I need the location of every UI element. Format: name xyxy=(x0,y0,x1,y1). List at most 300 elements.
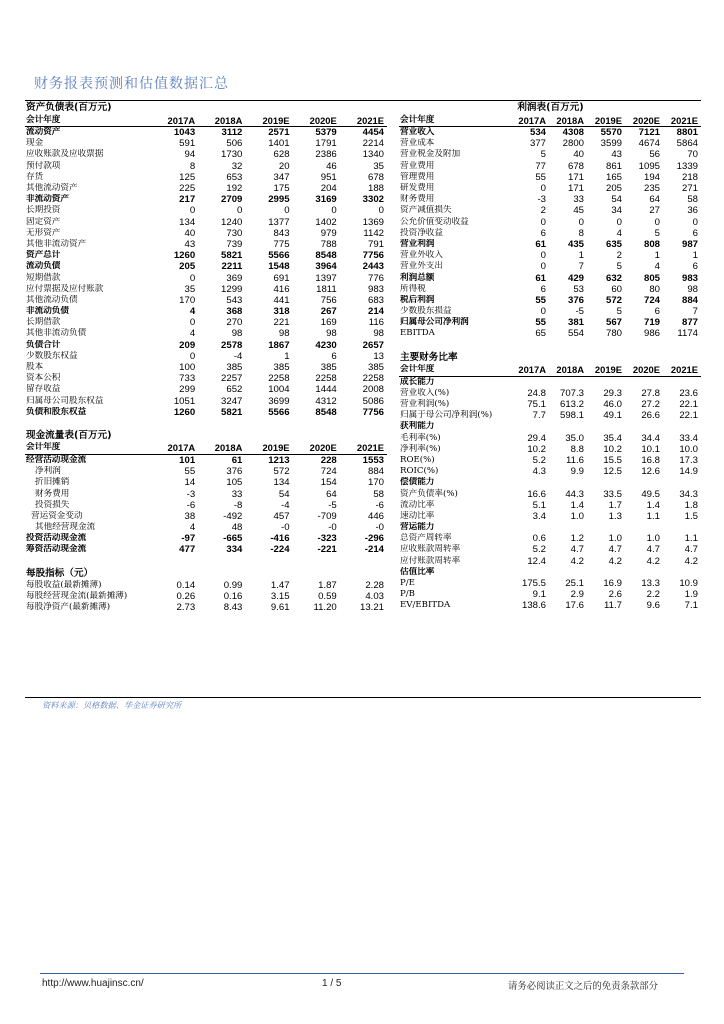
value-cell: 788 xyxy=(320,238,337,250)
value-cell xyxy=(663,477,701,488)
value-cell: 1444 xyxy=(315,384,337,396)
value-cell: 33.5 xyxy=(603,488,622,500)
value-cell: 46.0 xyxy=(603,399,622,411)
value-cell: 2.9 xyxy=(570,589,584,601)
row-label: 净利率(%) xyxy=(400,443,441,454)
table-row xyxy=(25,328,387,339)
row-label: 所得税 xyxy=(400,283,426,294)
value-cell: 1397 xyxy=(315,272,337,284)
table-row xyxy=(25,533,387,544)
value-cell: 843 xyxy=(273,227,290,239)
value-cell: 2.6 xyxy=(608,589,622,601)
footer-page-number: 1 / 5 xyxy=(322,978,342,989)
value-cell: 209 xyxy=(179,339,196,351)
value-cell: 506 xyxy=(226,138,243,150)
value-cell: 26.6 xyxy=(641,410,660,422)
value-cell: 33 xyxy=(573,194,584,206)
value-cell: 55 xyxy=(535,171,546,183)
value-cell: 1867 xyxy=(268,339,290,351)
value-cell: 2800 xyxy=(562,138,584,150)
table-row xyxy=(399,477,701,488)
value-cell: 0.16 xyxy=(223,590,243,602)
table-row xyxy=(25,362,387,373)
row-label: 偿债能力 xyxy=(400,477,435,488)
row-label: 长期借款 xyxy=(26,317,61,328)
value-cell: -5 xyxy=(328,499,337,511)
value-cell: 7.7 xyxy=(532,410,546,422)
left-column xyxy=(25,101,387,613)
value-cell xyxy=(549,477,587,488)
value-cell: 170 xyxy=(367,477,384,489)
table-row xyxy=(399,433,701,444)
value-cell xyxy=(511,477,549,488)
table-row xyxy=(399,161,701,172)
value-cell: 0 xyxy=(189,317,196,329)
value-cell: 707.3 xyxy=(559,387,584,399)
table-row xyxy=(25,272,387,283)
value-cell: 101 xyxy=(179,454,196,466)
row-label: 财务费用 xyxy=(400,194,435,205)
value-cell: 4312 xyxy=(315,395,337,407)
table-row xyxy=(25,500,387,511)
value-cell: 2017A xyxy=(511,364,549,377)
value-cell: 5 xyxy=(616,306,622,318)
table-row xyxy=(399,589,701,600)
value-cell: 13 xyxy=(373,350,384,362)
row-label: 负债和股东权益 xyxy=(26,406,87,417)
value-cell: 0 xyxy=(654,216,660,228)
value-cell: 1.7 xyxy=(608,499,622,511)
value-cell xyxy=(587,421,625,432)
value-cell: 4.2 xyxy=(570,555,584,567)
value-cell: 271 xyxy=(681,183,698,195)
value-cell: 805 xyxy=(643,272,660,284)
value-cell: 45 xyxy=(573,205,584,217)
value-cell: 43 xyxy=(184,238,196,250)
row-label: 速动比率 xyxy=(400,510,435,521)
value-cell: 1402 xyxy=(315,216,337,228)
value-cell: 5379 xyxy=(315,127,337,139)
value-cell: 5 xyxy=(654,227,660,239)
value-cell: 22.1 xyxy=(679,410,698,422)
row-label: 应收账款及应收票据 xyxy=(26,149,104,160)
value-cell: 775 xyxy=(273,238,290,250)
value-cell: 724 xyxy=(320,466,337,478)
value-cell: 4 xyxy=(654,261,660,273)
value-cell: 6 xyxy=(654,306,660,318)
value-cell: 4308 xyxy=(562,127,584,139)
value-cell: 8548 xyxy=(315,406,337,418)
value-cell: 221 xyxy=(273,317,290,329)
value-cell: 5.2 xyxy=(532,454,546,466)
footer-url-link[interactable]: http://www.huajinsc.cn/ xyxy=(42,978,144,989)
table-row xyxy=(25,205,387,216)
value-cell: 2020E xyxy=(625,364,663,377)
value-cell: 2258 xyxy=(315,373,337,385)
value-cell: 1 xyxy=(578,250,584,262)
table-row xyxy=(25,602,387,613)
value-cell: 138.6 xyxy=(521,600,546,612)
row-label: 其他非流动资产 xyxy=(26,238,87,249)
value-cell: 2214 xyxy=(362,138,384,150)
row-label: 归属于母公司净利润(%) xyxy=(400,410,493,421)
value-cell: 165 xyxy=(605,171,622,183)
value-cell: 13.3 xyxy=(641,578,660,590)
value-cell: 64 xyxy=(326,488,337,500)
value-cell: 2.73 xyxy=(176,602,196,614)
value-cell: 719 xyxy=(643,317,660,329)
value-cell: 2008 xyxy=(362,384,384,396)
value-cell: 7756 xyxy=(362,406,384,418)
table-row xyxy=(25,317,387,328)
value-cell: 0.6 xyxy=(532,533,546,545)
value-cell: 70 xyxy=(687,149,698,161)
value-cell: 55 xyxy=(535,317,546,329)
value-cell: 1.9 xyxy=(684,589,698,601)
value-cell: 77 xyxy=(535,160,546,172)
value-cell: 1213 xyxy=(268,454,290,466)
table-row xyxy=(25,442,387,455)
value-cell: 4.7 xyxy=(608,544,622,556)
value-cell: 1.0 xyxy=(570,510,584,522)
value-cell: 12.5 xyxy=(603,466,622,478)
value-cell: 416 xyxy=(273,283,290,295)
value-cell: 11.6 xyxy=(566,454,584,466)
value-cell: 98 xyxy=(278,328,290,340)
value-cell: 8801 xyxy=(676,127,698,139)
value-cell: 58 xyxy=(373,488,384,500)
value-cell: 1043 xyxy=(173,127,196,139)
table-row xyxy=(25,340,387,351)
value-cell: 11.7 xyxy=(604,600,622,612)
value-cell: 134 xyxy=(179,216,196,228)
value-cell: -224 xyxy=(270,544,290,556)
value-cell: 98 xyxy=(326,328,337,340)
value-cell xyxy=(663,567,701,578)
table-row xyxy=(25,407,387,418)
value-cell: -8 xyxy=(233,499,243,511)
value-cell: 1730 xyxy=(221,149,243,161)
value-cell: -0 xyxy=(328,522,337,534)
row-label: 会计年度 xyxy=(25,442,151,455)
value-cell: 80 xyxy=(649,283,660,295)
value-cell: 194 xyxy=(643,171,660,183)
value-cell: 877 xyxy=(681,317,698,329)
row-label: 每股经营现金流(最新摊薄) xyxy=(26,590,128,601)
value-cell: 2020E xyxy=(293,114,340,127)
value-cell: 1.3 xyxy=(608,510,622,522)
value-cell: 24.8 xyxy=(527,387,546,399)
value-cell: 5864 xyxy=(676,138,698,150)
value-cell: 2 xyxy=(540,205,546,217)
table-row xyxy=(25,228,387,239)
value-cell: 9.61 xyxy=(270,602,290,614)
value-cell: 75.1 xyxy=(527,399,546,411)
value-cell: 4.2 xyxy=(646,555,660,567)
row-label: 营业利润(%) xyxy=(400,399,450,410)
value-cell: -3 xyxy=(186,488,196,500)
value-cell: 381 xyxy=(567,317,584,329)
value-cell: 1051 xyxy=(173,395,196,407)
value-cell: 0 xyxy=(237,205,243,217)
row-label: 其他非流动负债 xyxy=(26,328,87,339)
row-label: ROIC(%) xyxy=(400,466,439,477)
cash-flow-body xyxy=(25,442,387,556)
value-cell: 5.1 xyxy=(532,499,546,511)
value-cell: 0 xyxy=(540,216,546,228)
value-cell: 228 xyxy=(320,454,337,466)
value-cell: 2020E xyxy=(293,442,340,455)
value-cell: 8.43 xyxy=(223,602,243,614)
value-cell: 429 xyxy=(567,272,584,284)
value-cell: 0.59 xyxy=(318,590,337,602)
value-cell: 884 xyxy=(367,466,384,478)
value-cell: 16.8 xyxy=(641,454,660,466)
value-cell: 3964 xyxy=(315,261,337,273)
table-row xyxy=(399,500,701,511)
value-cell: 7121 xyxy=(638,127,660,139)
value-cell: 5570 xyxy=(600,127,622,139)
value-cell: 0 xyxy=(331,205,337,217)
value-cell: 5821 xyxy=(221,406,243,418)
row-label: 资产负债率(%) xyxy=(400,488,458,499)
value-cell xyxy=(549,376,587,388)
value-cell xyxy=(625,522,663,533)
row-label: 净利润 xyxy=(35,466,61,477)
value-cell: 2211 xyxy=(221,261,243,273)
value-cell: 2.2 xyxy=(646,589,660,601)
table-row xyxy=(399,261,701,272)
value-cell: 318 xyxy=(273,306,290,318)
row-label: 获利能力 xyxy=(400,421,435,432)
value-cell: 652 xyxy=(226,384,243,396)
value-cell: 2018A xyxy=(198,114,245,127)
value-cell: 0 xyxy=(189,350,196,362)
value-cell: 2386 xyxy=(315,149,337,161)
table-row xyxy=(399,600,701,611)
value-cell: 299 xyxy=(179,384,196,396)
value-cell: 65 xyxy=(535,328,546,340)
value-cell: -4 xyxy=(233,350,243,362)
ratios-body xyxy=(399,364,701,612)
row-label: 折旧摊销 xyxy=(35,477,70,488)
row-label: 投资损失 xyxy=(35,499,70,510)
value-cell: 730 xyxy=(226,227,243,239)
value-cell: 1553 xyxy=(362,454,384,466)
value-cell: 653 xyxy=(226,171,243,183)
row-label: 长期投资 xyxy=(26,205,61,216)
value-cell: 54 xyxy=(611,194,622,206)
value-cell: 0 xyxy=(692,216,698,228)
value-cell: 1 xyxy=(692,250,698,262)
row-label: 归属母公司净利润 xyxy=(400,317,469,328)
value-cell: 951 xyxy=(320,171,337,183)
value-cell: 0.99 xyxy=(223,579,243,591)
table-row xyxy=(25,511,387,522)
value-cell: 4 xyxy=(189,306,196,318)
value-cell: 632 xyxy=(605,272,622,284)
table-row xyxy=(25,544,387,555)
table-row xyxy=(25,591,387,602)
value-cell: 12.6 xyxy=(641,466,660,478)
value-cell: 0 xyxy=(378,205,384,217)
value-cell: 376 xyxy=(226,466,243,478)
value-cell: 613.2 xyxy=(559,399,584,411)
value-cell: 61 xyxy=(535,272,546,284)
value-cell: 27 xyxy=(649,205,660,217)
value-cell: 46 xyxy=(326,160,337,172)
value-cell: 3247 xyxy=(221,395,243,407)
table-row xyxy=(25,149,387,160)
value-cell: -0 xyxy=(375,522,384,534)
right-column xyxy=(399,101,701,612)
value-cell: 1339 xyxy=(676,160,698,172)
value-cell: 1240 xyxy=(221,216,243,228)
row-label: 投资活动现金流 xyxy=(26,533,87,544)
table-row xyxy=(25,194,387,205)
value-cell: 60 xyxy=(611,283,622,295)
row-label: 资产减值损失 xyxy=(400,205,452,216)
value-cell: 987 xyxy=(681,238,698,250)
value-cell: 385 xyxy=(226,362,243,374)
table-row xyxy=(399,183,701,194)
value-cell: 267 xyxy=(320,306,337,318)
value-cell: -221 xyxy=(317,544,337,556)
value-cell: -492 xyxy=(223,510,243,522)
value-cell: 6 xyxy=(692,261,698,273)
table-row xyxy=(25,295,387,306)
value-cell: 16.6 xyxy=(527,488,546,500)
row-label: 营业税金及附加 xyxy=(400,149,461,160)
row-label: P/B xyxy=(400,589,415,600)
value-cell: 2019E xyxy=(245,114,292,127)
value-cell: 567 xyxy=(605,317,622,329)
value-cell: 175 xyxy=(273,183,290,195)
cash-flow-title: 现金流量表(百万元) xyxy=(26,429,112,441)
table-row xyxy=(399,228,701,239)
value-cell: 385 xyxy=(367,362,384,374)
income-statement-table xyxy=(399,114,701,340)
row-label: 每股收益(最新摊薄) xyxy=(26,579,102,590)
value-cell: 6 xyxy=(540,283,546,295)
table-row xyxy=(399,217,701,228)
value-cell: 55 xyxy=(184,466,196,478)
table-row xyxy=(399,194,701,205)
value-cell: 35 xyxy=(184,283,196,295)
value-cell: 724 xyxy=(643,294,660,306)
per-share-table xyxy=(25,580,387,614)
value-cell: -6 xyxy=(375,499,384,511)
value-cell: 55 xyxy=(535,294,546,306)
table-row xyxy=(25,183,387,194)
value-cell: 217 xyxy=(179,194,196,206)
value-cell: 347 xyxy=(273,171,290,183)
value-cell: 369 xyxy=(226,272,243,284)
value-cell: 368 xyxy=(226,306,243,318)
table-row xyxy=(399,250,701,261)
value-cell: -4 xyxy=(281,499,290,511)
row-label: 估值比率 xyxy=(400,566,435,577)
row-label: 其他流动负债 xyxy=(26,294,78,305)
table-row xyxy=(25,466,387,477)
row-label: 财务费用 xyxy=(35,488,70,499)
value-cell: 5 xyxy=(616,261,622,273)
value-cell: 14 xyxy=(184,477,196,489)
row-label: 经营活动现金流 xyxy=(26,454,87,465)
value-cell: 2019E xyxy=(587,364,625,377)
row-label: 研发费用 xyxy=(400,183,435,194)
value-cell: 683 xyxy=(367,294,384,306)
value-cell: 270 xyxy=(226,317,243,329)
value-cell: 678 xyxy=(367,171,384,183)
table-row xyxy=(25,284,387,295)
value-cell: 214 xyxy=(367,306,384,318)
value-cell: 15.5 xyxy=(603,454,622,466)
table-row xyxy=(399,533,701,544)
value-cell: 32 xyxy=(231,160,243,172)
value-cell: 1.8 xyxy=(684,499,698,511)
value-cell: 377 xyxy=(529,138,546,150)
value-cell: 11.20 xyxy=(313,602,337,614)
table-row xyxy=(399,364,701,377)
value-cell: 441 xyxy=(273,294,290,306)
table-row xyxy=(25,384,387,395)
value-cell: 38 xyxy=(184,510,196,522)
row-label: 资本公积 xyxy=(26,373,61,384)
value-cell xyxy=(587,477,625,488)
value-cell: 29.3 xyxy=(603,387,622,399)
value-cell: 2995 xyxy=(268,194,290,206)
value-cell: 27.8 xyxy=(641,387,660,399)
row-label: 应付账款周转率 xyxy=(400,555,461,566)
value-cell: 20 xyxy=(278,160,290,172)
row-label: 非流动资产 xyxy=(26,194,69,205)
value-cell: 808 xyxy=(643,238,660,250)
table-row xyxy=(25,306,387,317)
value-cell: 2657 xyxy=(362,339,384,351)
value-cell: 1142 xyxy=(363,227,384,239)
value-cell: 6 xyxy=(692,227,698,239)
value-cell: 3302 xyxy=(362,194,384,206)
footer-rule xyxy=(40,973,684,974)
value-cell: 457 xyxy=(273,510,290,522)
value-cell: 1 xyxy=(284,350,290,362)
value-cell: 376 xyxy=(567,294,584,306)
value-cell: 100 xyxy=(179,362,196,374)
value-cell: 1.47 xyxy=(270,579,290,591)
value-cell: 34.3 xyxy=(679,488,698,500)
value-cell: 3.4 xyxy=(532,510,546,522)
row-label: 负债合计 xyxy=(26,339,61,350)
value-cell xyxy=(511,522,549,533)
balance-sheet-title: 资产负债表(百万元) xyxy=(26,102,112,113)
value-cell: 6 xyxy=(540,227,546,239)
value-cell: 56 xyxy=(649,149,660,161)
cash-flow-table xyxy=(25,442,387,556)
value-cell: 2571 xyxy=(268,127,290,139)
value-cell: 435 xyxy=(567,238,584,250)
table-row xyxy=(399,388,701,399)
row-label: 少数股东损益 xyxy=(400,306,452,317)
row-label: 现金 xyxy=(26,138,44,149)
value-cell: 385 xyxy=(320,362,337,374)
row-label: P/E xyxy=(400,578,415,589)
value-cell: 170 xyxy=(179,294,196,306)
value-cell: 5566 xyxy=(268,406,290,418)
row-label: 流动资产 xyxy=(26,127,61,138)
value-cell: -665 xyxy=(223,533,243,545)
row-label: ROE(%) xyxy=(400,454,435,465)
